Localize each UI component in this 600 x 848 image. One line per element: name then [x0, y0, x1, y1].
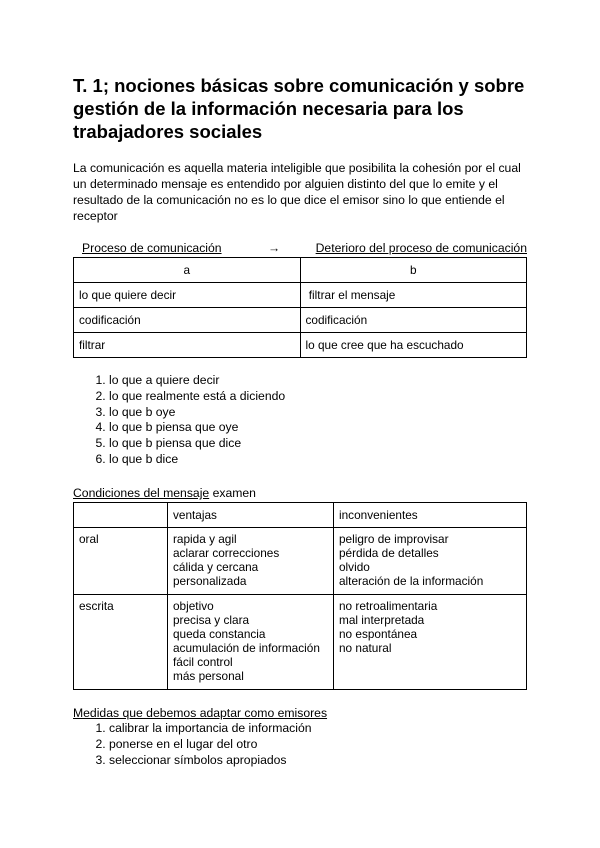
table-cell: filtrar el mensaje	[300, 283, 527, 308]
process-header	[73, 240, 527, 256]
conditions-heading-rest: examen	[209, 486, 256, 500]
document-title: T. 1; nociones básicas sobre comunicación y sobre gestión de la información necesaria para los trabajadores sociales	[73, 75, 525, 142]
arrow-icon: →	[268, 241, 281, 255]
cell-line: rapida y agil	[173, 532, 237, 546]
table-row-escrita	[74, 595, 527, 690]
cell-line: no natural	[339, 641, 392, 655]
cell-line: aclarar correcciones	[173, 546, 280, 560]
list-item: 2. ponerse en el lugar del otro	[109, 737, 312, 753]
header-cell-a: a	[74, 258, 301, 283]
cell-line: objetivo	[173, 599, 214, 613]
cell-line: peligro de improvisar	[339, 532, 449, 546]
table-header-row	[74, 503, 527, 528]
header-cell-ventajas: ventajas	[168, 503, 334, 528]
row-label: escrita	[74, 595, 168, 690]
cell-line: no espontánea	[339, 627, 418, 641]
intro-paragraph: La comunicación es aquella materia inteligible que posibilita la cohesión por el cual un determinado mensaje es entendido por alguien distinto del que lo emite y el resultado de la comunicación no es lo que dice el emisor sino lo que entiende el receptor	[73, 161, 521, 223]
header-cell-inconvenientes: inconvenientes	[334, 503, 527, 528]
list-item: 3. seleccionar símbolos apropiados	[109, 753, 312, 769]
ventajas-cell	[168, 528, 334, 595]
table-row-oral	[74, 528, 527, 595]
table-cell: lo que cree que ha escuchado	[300, 333, 527, 358]
table-cell: codificación	[74, 308, 301, 333]
cell-line: no retroalimentaria	[339, 599, 438, 613]
list-item: 6. lo que b dice	[109, 452, 285, 468]
cell-line: pérdida de detalles	[339, 546, 439, 560]
table-cell: codificación	[300, 308, 527, 333]
inconvenientes-cell	[334, 595, 527, 690]
table-row	[74, 308, 527, 333]
conditions-heading-underlined: Condiciones del mensaje	[73, 486, 210, 500]
inconvenientes-cell	[334, 528, 527, 595]
list-item: 1. calibrar la importancia de información	[109, 721, 312, 737]
cell-line: fácil control	[173, 655, 233, 669]
list-item: 5. lo que b piensa que dice	[109, 436, 285, 452]
process-right-label: Deterioro del proceso de comunicación	[315, 241, 527, 255]
conditions-heading	[73, 486, 256, 501]
cell-line: acumulación de información	[173, 641, 320, 655]
table-cell: filtrar	[74, 333, 301, 358]
row-label: oral	[74, 528, 168, 595]
table-row	[74, 333, 527, 358]
measures-heading: Medidas que debemos adaptar como emisores	[73, 706, 328, 720]
cell-line: queda constancia	[173, 627, 266, 641]
list-item: 3. lo que b oye	[109, 405, 285, 421]
list-item: 1. lo que a quiere decir	[109, 373, 285, 389]
process-left-label: Proceso de comunicación	[82, 241, 222, 255]
cell-line: mal interpretada	[339, 613, 425, 627]
cell-line: más personal	[173, 669, 244, 683]
communication-steps-list	[73, 373, 285, 468]
cell-line: olvido	[339, 560, 370, 574]
list-item: 2. lo que realmente está a diciendo	[109, 389, 285, 405]
header-cell-b: b	[300, 258, 527, 283]
list-item: 4. lo que b piensa que oye	[109, 420, 285, 436]
table-header-row	[74, 258, 527, 283]
process-table	[73, 257, 527, 358]
ventajas-cell	[168, 595, 334, 690]
table-cell: lo que quiere decir	[74, 283, 301, 308]
conditions-table	[73, 502, 527, 690]
measures-list	[73, 721, 312, 768]
cell-line: precisa y clara	[173, 613, 250, 627]
cell-line: alteración de la información	[339, 574, 484, 588]
cell-line: cálida y cercana	[173, 560, 259, 574]
header-cell-empty	[74, 503, 168, 528]
cell-line: personalizada	[173, 574, 247, 588]
table-row	[74, 283, 527, 308]
